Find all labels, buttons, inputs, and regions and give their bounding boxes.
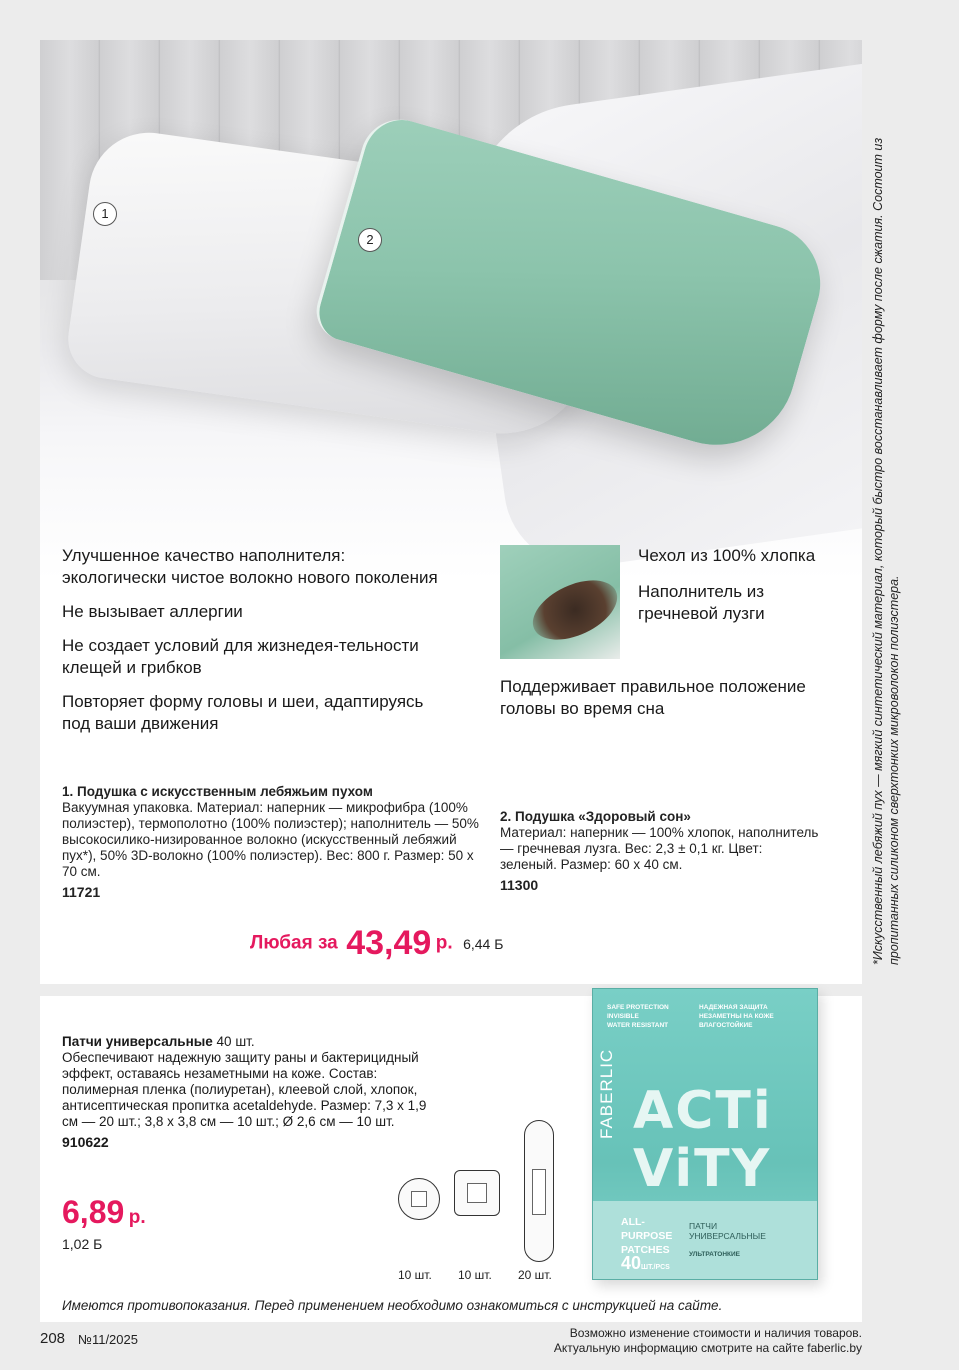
box-header-en: INVISIBLE bbox=[607, 1013, 639, 1020]
support-text: Поддерживает правильное положение головы во время сна bbox=[500, 677, 806, 718]
product-3 bbox=[62, 1034, 442, 1150]
box-all-purpose-line: PURPOSE bbox=[621, 1230, 673, 1242]
page-number: 208 bbox=[40, 1330, 66, 1347]
patch-label: 10 шт. bbox=[398, 1268, 432, 1282]
box-header bbox=[607, 1003, 807, 1030]
pillows-section bbox=[40, 40, 862, 984]
contraindications-note: Имеются противопоказания. Перед применением необходимо ознакомиться с инструкцией на сайте. bbox=[62, 1298, 723, 1313]
product-count: 40 шт. bbox=[212, 1034, 255, 1049]
product-article: 11721 bbox=[62, 884, 101, 900]
product-2 bbox=[500, 809, 820, 893]
buckwheat-filling-image bbox=[524, 568, 620, 651]
product-description: Обеспечивают надежную защиту раны и бактерицидный эффект, оставаясь незаметными на коже. Состав: полимерная пленка (полиуретан), клеевой слой, хлопок, антисептическая пропитка acetaldehyde. Размер: 7,3 х 1,9 см — 20 шт.; 3,8 х 3,8 см — 10 шт.; Ø 2,6 см — 10 шт. bbox=[62, 1050, 427, 1129]
price-block bbox=[62, 1194, 146, 1231]
box-brand: FABERLIC bbox=[597, 1048, 616, 1139]
product-description: Вакуумная упаковка. Материал: наперник — микрофибра (100% полиэстер), термополотно (100% полиэстер); наполнитель — 50% высокосилико-низированное волокно (искусственный лебяжий пух*), 50% 3D-волокно (100% полиэстер). Вес: 800 г. Размер: 50 х 70 см. bbox=[62, 800, 479, 879]
box-ru-label-line: УНИВЕРСАЛЬНЫЕ bbox=[689, 1231, 766, 1241]
product-title: 1. Подушка с искусственным лебяжьим пухом bbox=[62, 784, 373, 799]
patch-label: 20 шт. bbox=[518, 1268, 552, 1282]
box-header-ru: НАДЕЖНАЯ ЗАЩИТА bbox=[699, 1004, 768, 1011]
feature-item: Наполнитель из гречневой лузги bbox=[638, 582, 765, 623]
box-header-ru: ВЛАГОСТОЙКИЕ bbox=[699, 1022, 753, 1029]
bedroom-photo bbox=[40, 40, 862, 580]
box-count-number: 40 bbox=[621, 1253, 642, 1273]
activity-patches-box-image bbox=[592, 988, 818, 1280]
square-patch-image bbox=[454, 1170, 500, 1216]
product-title: 2. Подушка «Здоровый сон» bbox=[500, 809, 691, 824]
box-ru-label-line: ПАТЧИ bbox=[689, 1221, 718, 1231]
feature-item: Повторяет форму головы и шеи, адаптируясь под ваши движения bbox=[62, 692, 424, 733]
footer-line: Актуальную информацию смотрите на сайте faberlic.by bbox=[553, 1341, 862, 1355]
box-ultrathin: УЛЬТРАТОНКИЕ bbox=[689, 1251, 741, 1258]
patch-pad bbox=[532, 1169, 546, 1215]
box-all-purpose-line: ALL- bbox=[621, 1216, 645, 1228]
price-currency: р. bbox=[128, 1207, 146, 1228]
box-header-ru: НЕЗАМЕТНЫ НА КОЖЕ bbox=[699, 1013, 774, 1020]
feature-item: Улучшенное качество наполнителя: экологически чистое волокно нового поколения bbox=[62, 546, 438, 587]
box-count bbox=[621, 1253, 670, 1274]
product-1 bbox=[62, 784, 482, 900]
feature-item: Чехол из 100% хлопка bbox=[638, 546, 816, 565]
issue-number: №11/2025 bbox=[78, 1332, 138, 1347]
product-description: Материал: наперник — 100% хлопок, наполнитель — гречневая лузга. Вес: 2,3 ± 0,1 кг. Цвет: зеленый. Размер: 60 х 40 см. bbox=[500, 825, 819, 872]
product-title: Патчи универсальные bbox=[62, 1034, 213, 1049]
buckwheat-pillow-thumbnail bbox=[500, 545, 620, 659]
price-currency: р. bbox=[435, 932, 453, 954]
pillow-badge-2: 2 bbox=[358, 228, 382, 252]
box-title-line2: ViTY bbox=[633, 1139, 772, 1199]
patch-pad bbox=[467, 1183, 487, 1203]
pillow-badge-1: 1 bbox=[93, 202, 117, 226]
price-lead: Любая за bbox=[250, 932, 338, 954]
box-title-line1: ACTi bbox=[633, 1081, 773, 1141]
strip-patch-image bbox=[524, 1120, 554, 1262]
price-value: 6,89 bbox=[62, 1194, 125, 1230]
box-header-en: SAFE PROTECTION bbox=[607, 1004, 669, 1011]
feature-item: Не создает условий для жизнедея-тельности клещей и грибков bbox=[62, 636, 419, 677]
price-points: 6,44 Б bbox=[463, 935, 504, 952]
price-block bbox=[250, 924, 503, 963]
patches-section bbox=[40, 996, 862, 1322]
box-header-en: WATER RESISTANT bbox=[607, 1022, 669, 1029]
round-patch-image bbox=[398, 1178, 440, 1220]
feature-list bbox=[62, 545, 442, 747]
footnote-vertical: *Искусственный лебяжий пух — мягкий синтетический материал, который быстро восстанавливает форму после сжатия. Состоит из пропитанных силиконом сверхтонких микроволокон полиэстера. bbox=[871, 137, 901, 965]
box-all-purpose-line: PATCHES bbox=[621, 1244, 670, 1256]
price-points: 1,02 Б bbox=[62, 1236, 103, 1252]
box-ru-label bbox=[689, 1221, 766, 1241]
product-article: 11300 bbox=[500, 877, 539, 893]
feature-item: Не вызывает аллергии bbox=[62, 602, 243, 621]
patch-label: 10 шт. bbox=[458, 1268, 492, 1282]
box-all-purpose bbox=[621, 1215, 672, 1257]
patch-pad bbox=[411, 1191, 427, 1207]
footer-note bbox=[554, 1326, 862, 1356]
box-count-unit: ШТ./PCS bbox=[641, 1264, 670, 1271]
pillow2-features bbox=[638, 545, 838, 639]
product-article: 910622 bbox=[62, 1134, 109, 1150]
price-value: 43,49 bbox=[346, 924, 432, 962]
footer-line: Возможно изменение стоимости и наличия товаров. bbox=[569, 1326, 862, 1340]
